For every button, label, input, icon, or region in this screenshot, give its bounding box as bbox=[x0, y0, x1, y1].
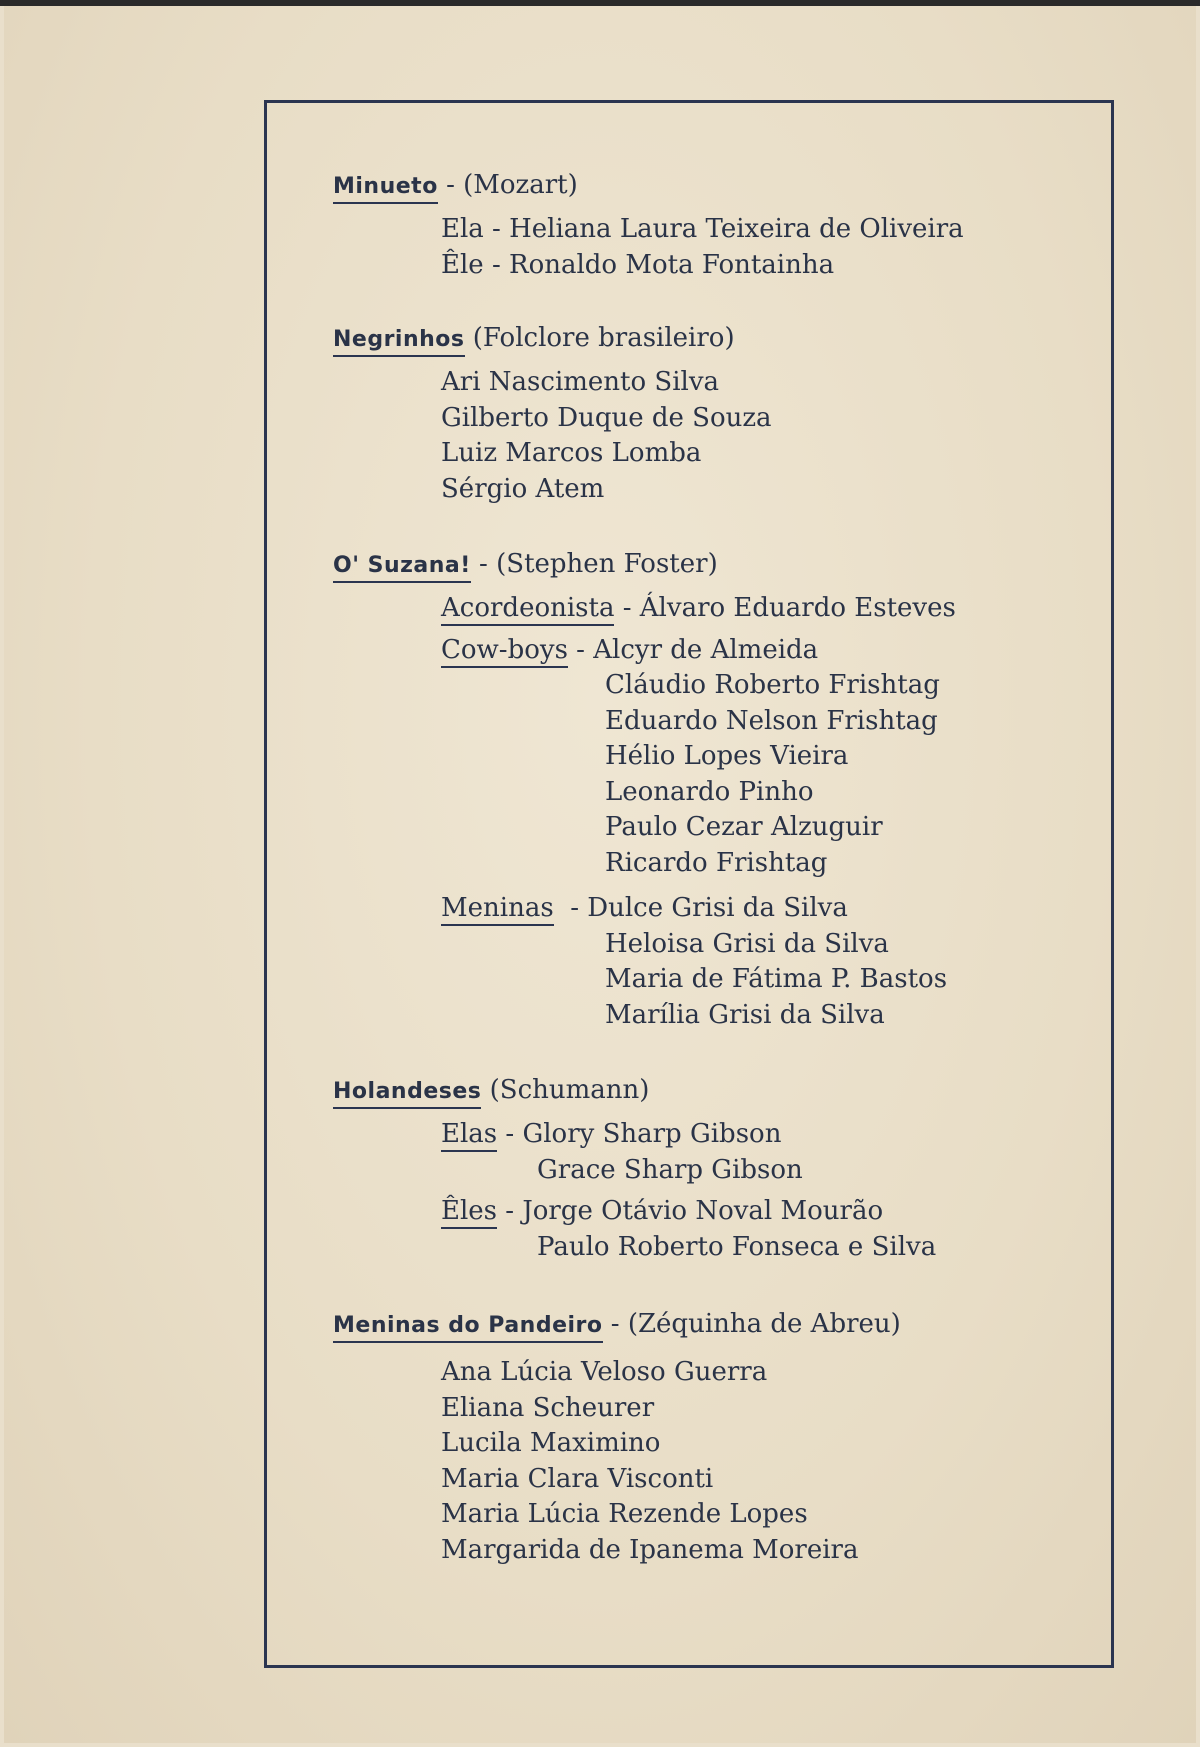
performer-line: Ricardo Frishtag bbox=[605, 847, 828, 878]
performer-line: Êle - Ronaldo Mota Fontainha bbox=[441, 249, 835, 280]
eles-line bbox=[333, 1194, 1093, 1230]
performer-line: Sérgio Atem bbox=[441, 473, 605, 504]
program-content bbox=[333, 168, 1093, 1568]
section-heading bbox=[333, 1073, 1093, 1109]
section-heading bbox=[333, 1307, 1093, 1343]
performer-name: - Álvaro Eduardo Esteves bbox=[614, 593, 956, 623]
section-meninas-do-pandeiro bbox=[333, 1307, 1093, 1568]
performer-name: - Alcyr de Almeida bbox=[567, 634, 819, 665]
section-title: Negrinhos bbox=[333, 325, 465, 357]
section-holandeses bbox=[333, 1073, 1093, 1265]
section-title: Minueto bbox=[333, 172, 438, 204]
section-negrinhos bbox=[333, 321, 1093, 507]
section-composer: - (Mozart) bbox=[437, 170, 578, 200]
performer-line: Cláudio Roberto Frishtag bbox=[605, 670, 940, 700]
section-o-suzana bbox=[333, 547, 1093, 1033]
scan-edge bbox=[0, 0, 1200, 6]
performer-line: Margarida de Ipanema Moreira bbox=[441, 1534, 859, 1565]
performer-line: Paulo Cezar Alzuguir bbox=[605, 812, 883, 842]
performer-line: Hélio Lopes Vieira bbox=[605, 741, 849, 771]
role-label: Cow-boys bbox=[441, 635, 568, 668]
section-minueto bbox=[333, 168, 1093, 283]
performer-line: Maria de Fátima P. Bastos bbox=[605, 964, 948, 994]
performer-line: Ana Lúcia Veloso Guerra bbox=[441, 1357, 768, 1387]
role-label: Meninas bbox=[441, 893, 554, 926]
performer-name: - Dulce Grisi da Silva bbox=[553, 893, 848, 923]
section-composer: (Schumann) bbox=[481, 1075, 650, 1105]
performer-line: Ela - Heliana Laura Teixeira de Oliveira bbox=[441, 214, 964, 244]
performer-line: Maria Clara Visconti bbox=[441, 1463, 714, 1494]
performer-line: Grace Sharp Gibson bbox=[537, 1154, 803, 1185]
meninas-line bbox=[333, 891, 1093, 927]
elas-line bbox=[333, 1117, 1093, 1153]
performer-line: Eliana Scheurer bbox=[441, 1392, 655, 1423]
section-composer: (Folclore brasileiro) bbox=[464, 323, 735, 353]
section-title: O' Suzana! bbox=[333, 551, 471, 583]
performer-name: - Jorge Otávio Noval Mourão bbox=[497, 1196, 884, 1226]
section-composer: - (Stephen Foster) bbox=[470, 549, 718, 579]
performer-line: Marília Grisi da Silva bbox=[605, 999, 885, 1030]
performer-line: Ari Nascimento Silva bbox=[441, 367, 720, 397]
performer-line: Maria Lúcia Rezende Lopes bbox=[441, 1499, 808, 1529]
role-label: Elas bbox=[441, 1119, 497, 1152]
section-title: Holandeses bbox=[333, 1077, 481, 1109]
performer-line: Gilberto Duque de Souza bbox=[441, 402, 772, 433]
cowboys-line bbox=[333, 633, 1093, 669]
performer-line: Luiz Marcos Lomba bbox=[441, 438, 702, 468]
performer-line: Leonardo Pinho bbox=[605, 776, 814, 807]
section-composer: - (Zéquinha de Abreu) bbox=[602, 1309, 901, 1339]
role-label: Acordeonista bbox=[441, 593, 614, 626]
performer-line: Lucila Maximino bbox=[441, 1428, 661, 1458]
performer-line: Heloisa Grisi da Silva bbox=[605, 928, 889, 959]
section-heading bbox=[333, 168, 1093, 204]
accordion-line bbox=[333, 591, 1093, 627]
role-label: Êles bbox=[441, 1196, 497, 1229]
performer-line: Eduardo Nelson Frishtag bbox=[605, 705, 938, 736]
section-heading bbox=[333, 321, 1093, 357]
section-heading bbox=[333, 547, 1093, 583]
performer-line: Paulo Roberto Fonseca e Silva bbox=[537, 1231, 937, 1262]
section-title: Meninas do Pandeiro bbox=[333, 1311, 603, 1343]
performer-name: - Glory Sharp Gibson bbox=[497, 1119, 782, 1149]
